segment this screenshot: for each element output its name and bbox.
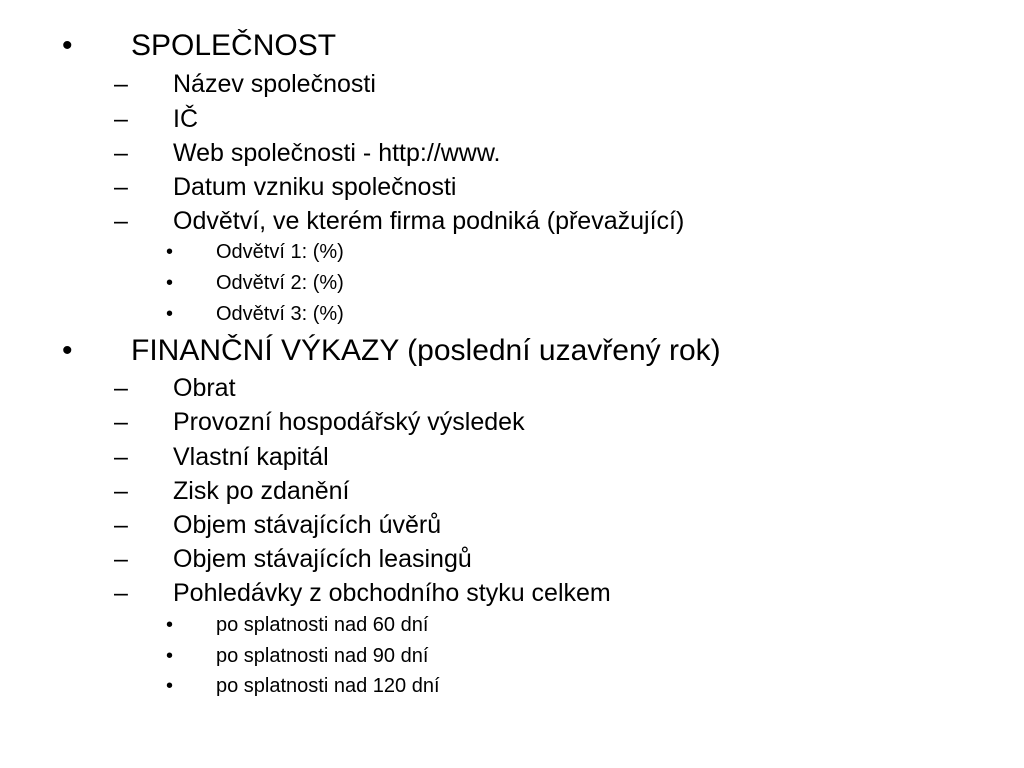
dash-marker: –	[114, 139, 128, 167]
section-heading: FINANČNÍ VÝKAZY (poslední uzavřený rok)	[131, 334, 721, 367]
list-item-text: Název společnosti	[173, 70, 376, 98]
list-item-text: Web společnosti - http://www.	[173, 139, 501, 167]
list-item-text: Vlastní kapitál	[173, 443, 329, 471]
bullet-marker: •	[166, 272, 174, 294]
dash-marker: –	[114, 511, 128, 539]
sub-list-item-text: po splatnosti nad 60 dní	[216, 614, 429, 636]
list-item-text: Pohledávky z obchodního styku celkem	[173, 579, 611, 607]
dash-marker: –	[114, 105, 128, 133]
bullet-marker: •	[166, 675, 174, 697]
list-item-text: Obrat	[173, 374, 236, 402]
bullet-marker: •	[62, 29, 73, 62]
bullet-marker: •	[166, 645, 174, 667]
dash-marker: –	[114, 70, 128, 98]
dash-marker: –	[114, 374, 128, 402]
list-item-text: Objem stávajících leasingů	[173, 545, 472, 573]
sub-list-item-text: Odvětví 3: (%)	[216, 303, 344, 325]
bullet-marker: •	[166, 303, 174, 325]
bullet-marker: •	[166, 614, 174, 636]
dash-marker: –	[114, 443, 128, 471]
dash-marker: –	[114, 173, 128, 201]
bullet-marker: •	[62, 334, 73, 367]
list-item-text: Provozní hospodářský výsledek	[173, 408, 525, 436]
list-item-text: Objem stávajících úvěrů	[173, 511, 442, 539]
dash-marker: –	[114, 545, 128, 573]
bullet-marker: •	[166, 241, 174, 263]
list-item-text: IČ	[173, 105, 198, 133]
list-item-text: Odvětví, ve kterém firma podniká (převažující)	[173, 207, 685, 235]
sub-list-item-text: po splatnosti nad 120 dní	[216, 675, 440, 697]
section-heading: SPOLEČNOST	[131, 29, 337, 62]
list-item-text: Zisk po zdanění	[173, 477, 350, 505]
list-item-text: Datum vzniku společnosti	[173, 173, 457, 201]
sub-list-item-text: po splatnosti nad 90 dní	[216, 645, 429, 667]
sub-list-item-text: Odvětví 2: (%)	[216, 272, 344, 294]
sub-list-item-text: Odvětví 1: (%)	[216, 241, 344, 263]
dash-marker: –	[114, 207, 128, 235]
dash-marker: –	[114, 477, 128, 505]
dash-marker: –	[114, 579, 128, 607]
dash-marker: –	[114, 408, 128, 436]
